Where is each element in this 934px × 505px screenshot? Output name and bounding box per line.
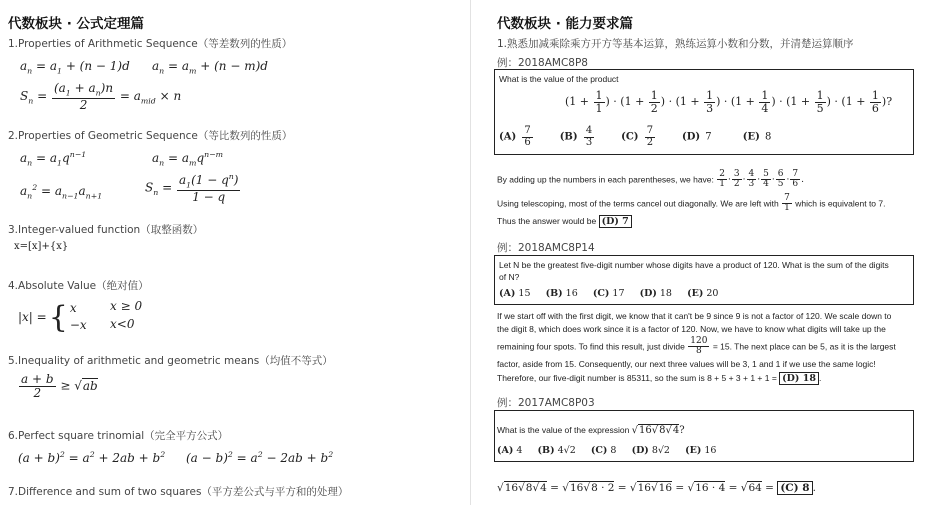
section-integer-function: 3.Integer-valued function（取整函数）	[8, 224, 204, 236]
example-2-solution-text3a: remaining four spots. To find this result, just divide	[497, 341, 685, 352]
example-2-solution-line1: If we start off with the first digit, we know that it can't be 9 since 9 is not a factor of 120. We scale down to	[497, 311, 892, 321]
example-2-solution-line2: the digit 8, which does work since it is a factor of 120. Now, we have to know what digits will take up the	[497, 324, 886, 334]
example-3-answer: (C) 8	[777, 481, 812, 495]
abs-condition-neg: x<0	[110, 317, 135, 331]
section-arithmetic-sequence: 1.Properties of Arithmetic Sequence（等差数列的性质）	[8, 38, 293, 50]
right-title: 代数板块 · 能力要求篇	[497, 16, 634, 32]
formula-arith-sum: $S_n$ = $\frac{(a_1 + a_n)n}{2}$ = $a_{mid} \times n$	[20, 81, 182, 112]
formula-am-gm: $\frac{a + b}{2}$ ≥ √ab	[21, 372, 98, 400]
example-2-solution-line3: remaining four spots. To find this result, just divide $\frac{120}{8}$ = 15. The next place can be 5, as it is the largest	[497, 336, 896, 357]
example-1-solution-line2: Using telescoping, most of the terms cancel out diagonally. We are left with $\frac{7}{1}$ which is equivalent to 7.	[497, 193, 886, 214]
example-1-solution-line3	[497, 216, 632, 227]
example-1-question: What is the value of the product	[499, 74, 619, 84]
example-1-problem-box	[494, 69, 914, 155]
formula-square-sum: $(a + b)^2 = a^2 + 2ab + b^2$	[18, 450, 166, 465]
example-1-solution-text2: Using telescoping, most of the terms cancel out diagonally. We are left with	[497, 198, 779, 209]
example-3-problem-box	[494, 410, 914, 462]
left-title: 代数板块 · 公式定理篇	[8, 16, 145, 32]
formula-geo-sum: $S_n$ = $\frac{a_1(1 - q^n)}{1 - q}$	[145, 172, 239, 204]
example-1-solution-text3: which is equivalent to 7.	[795, 198, 886, 209]
example-2-solution-line4: factor, aside from 15. Consequently, our next three values will be 3, 1 and 1 if we use the same logic!	[497, 359, 876, 369]
example-2-label: 例：2018AMC8P14	[497, 242, 595, 254]
formula-arith-mth-term: $a_n = a_m + (n - m)d$	[152, 59, 268, 76]
example-1-solution-text1: By adding up the numbers in each parentheses, we have:	[497, 174, 714, 185]
formula-square-diff: $(a - b)^2 = a^2 - 2ab + b^2$	[186, 450, 334, 465]
formula-arith-nth-term: $a_n = a_1 + (n - 1)d$	[20, 59, 130, 76]
example-2-choices: (A) 15 (B) 16 (C) 17 (D) 18 (E) 20	[499, 288, 719, 299]
section-am-gm: 5.Inequality of arithmetic and geometric means（均值不等式）	[8, 355, 333, 367]
example-3-choices: (A) 4 (B) 4√2 (C) 8 (D) 8√2 (E) 16	[497, 445, 717, 456]
section-absolute-value: 4.Absolute Value（绝对值）	[8, 280, 149, 292]
example-1-solution-line1: By adding up the numbers in each parentheses, we have: $\frac{2}{1}$ · $\frac{3}{2}$ · $\frac{4}{3}$ · $\frac{5}{4}$ · $\frac{6}{5}$ · $\frac{7}{6}$ .	[497, 169, 804, 190]
example-2-problem-box	[494, 255, 914, 305]
section-geometric-sequence: 2.Properties of Geometric Sequence（等比数列的性质）	[8, 130, 293, 142]
example-2-solution-text5: Therefore, our five-digit number is 85311, so the sum is 8 + 5 + 3 + 1 + 1 =	[497, 373, 777, 383]
example-1-label: 例：2018AMC8P8	[497, 57, 588, 69]
example-2-answer: (D) 18	[779, 372, 819, 385]
example-1-answer: (D) 7	[599, 215, 632, 228]
example-1-solution-text4: Thus the answer would be	[497, 216, 597, 226]
formula-absolute-value: |x| = { x −x	[18, 299, 87, 335]
requirement-1: 1.熟悉加减乘除乘方开方等基本运算，熟练运算小数和分数，并清楚运算顺序	[497, 38, 854, 50]
formula-geo-mth-term: $a_n = a_mq^{n-m}$	[152, 150, 224, 168]
formula-geo-nth-term: $a_n = a_1q^{n-1}$	[20, 150, 87, 168]
formula-integer-split: x=[x]+{x}	[14, 241, 69, 252]
column-divider	[470, 0, 471, 505]
example-2-solution-line5: Therefore, our five-digit number is 85311, so the sum is 8 + 5 + 3 + 1 + 1 = (D) 18 .	[497, 373, 822, 384]
example-3-question: What is the value of the expression √16√8√4?	[497, 425, 685, 436]
section-perfect-square: 6.Perfect square trinomial（完全平方公式）	[8, 430, 229, 442]
example-3-question-text: What is the value of the expression	[497, 425, 630, 435]
example-2-question-line2: of N?	[499, 272, 520, 282]
formula-geo-mean: $a_n^2 = a_{n-1}a_{n+1}$	[20, 183, 103, 201]
example-2-question-line1: Let N be the greatest five-digit number whose digits have a product of 120. What is the sum of the digits	[499, 260, 889, 270]
section-difference-of-squares: 7.Difference and sum of two squares（平方差公式与平方和的处理）	[8, 486, 349, 498]
example-3-label: 例：2017AMC8P03	[497, 397, 595, 409]
example-2-solution-text3b: = 15. The next place can be 5, as it is the largest	[712, 341, 896, 352]
example-3-solution: √16√8√4 = √16√8 · 2 = √16√16 = √16 · 4 = √64 = (C) 8 .	[497, 482, 816, 494]
abs-condition-nonneg: x ≥ 0	[110, 299, 143, 313]
example-1-product: (1 + $\frac{1}{1}$ ) · (1 + $\frac{1}{2}$ ) · (1 + $\frac{1}{3}$ ) · (1 + $\frac{1}{4}$ ) · (1 + $\frac{1}{5}$ ) · (1 + $\frac{1}{6}$ )?	[565, 89, 893, 115]
example-1-choices: (A) $\frac{7}{6}$ (B) $\frac{4}{3}$ (C) $\frac{7}{2}$ (D) 7 (E) 8	[499, 125, 772, 148]
